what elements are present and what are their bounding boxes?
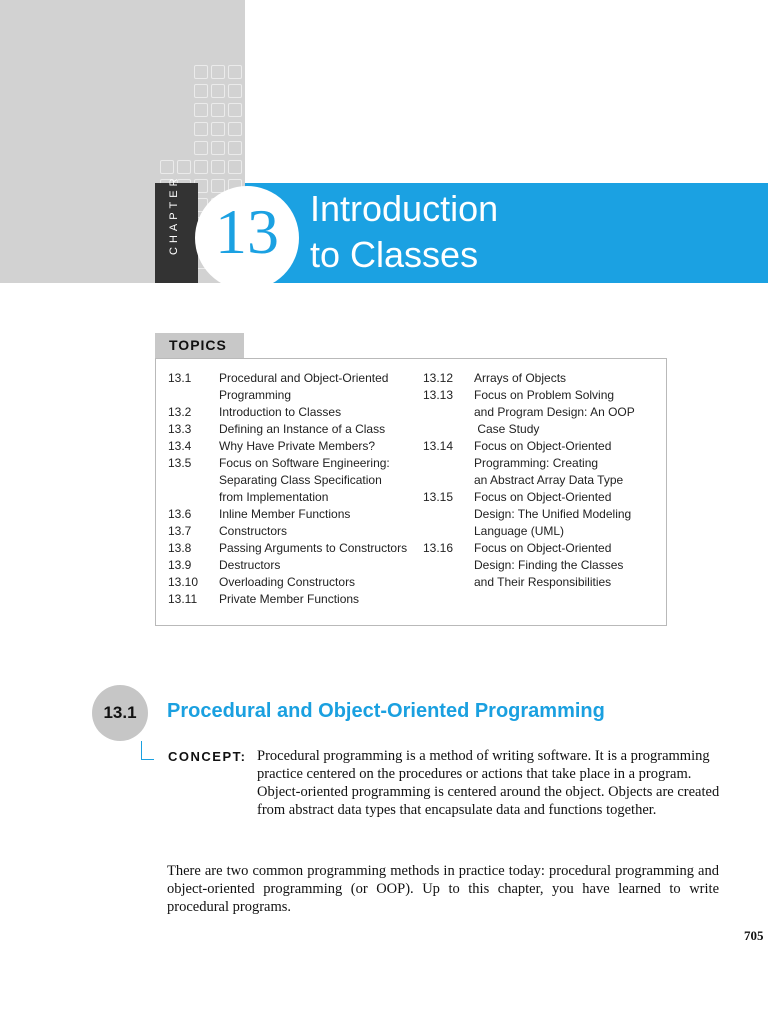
topic-text: Overloading Constructors xyxy=(219,575,356,589)
topic-text: Language (UML) xyxy=(474,524,565,538)
topic-number: 13.6 xyxy=(168,507,192,521)
concept-text: Procedural programming is a method of writing software. It is a programming practice centered on the procedures or actions that take place in a program. Object-oriented programming is centered around the object. Objects are created from abstract data types that encapsulate data and functions together. xyxy=(257,748,720,818)
chapter-number: 13 xyxy=(215,196,279,267)
topic-text: Introduction to Classes xyxy=(219,405,342,419)
chapter-title-line-1: Introduction xyxy=(310,188,499,229)
decorative-square xyxy=(160,160,174,174)
topic-text: Design: The Unified Modeling xyxy=(474,507,632,521)
topic-number: 13.14 xyxy=(423,439,454,453)
decorative-square xyxy=(211,141,225,155)
topic-number: 13.16 xyxy=(423,541,454,555)
topic-text: an Abstract Array Data Type xyxy=(474,473,624,487)
decorative-square xyxy=(194,122,208,136)
topic-number: 13.1 xyxy=(168,371,192,385)
topic-text: and Their Responsibilities xyxy=(474,575,612,589)
chapter-title-line-2: to Classes xyxy=(310,234,479,275)
decorative-square xyxy=(194,103,208,117)
decorative-square xyxy=(177,160,191,174)
topics-box xyxy=(155,358,667,626)
decorative-square xyxy=(211,84,225,98)
topic-text: Programming xyxy=(219,388,292,402)
topics-heading: TOPICS xyxy=(155,333,244,358)
topic-text: and Program Design: An OOP xyxy=(474,405,635,419)
topic-number: 13.11 xyxy=(168,592,198,606)
topic-text: Procedural and Object-Oriented xyxy=(219,371,389,385)
decorative-square xyxy=(228,160,242,174)
decorative-square xyxy=(228,84,242,98)
topic-text: Why Have Private Members? xyxy=(219,439,376,453)
topic-text: Design: Finding the Classes xyxy=(474,558,624,572)
section-title: Procedural and Object-Oriented Programming xyxy=(167,700,605,722)
body-paragraph: There are two common programming methods in practice today: procedural programming and object-oriented programming (or OOP). Up to this chapter, you have learned to write procedural programs. xyxy=(167,863,719,915)
decorative-square xyxy=(211,103,225,117)
decorative-square xyxy=(211,65,225,79)
topic-number: 13.7 xyxy=(168,524,192,538)
topic-text: from Implementation xyxy=(219,490,329,504)
topic-text: Focus on Object-Oriented xyxy=(474,490,612,504)
decorative-square xyxy=(228,65,242,79)
topic-number: 13.10 xyxy=(168,575,199,589)
decorative-square xyxy=(228,103,242,117)
section-number: 13.1 xyxy=(103,703,137,722)
topic-number: 13.13 xyxy=(423,388,454,402)
chapter-title xyxy=(310,186,498,278)
decorative-square xyxy=(228,141,242,155)
decorative-square xyxy=(194,141,208,155)
topic-text: Private Member Functions xyxy=(219,592,360,606)
topic-number: 13.8 xyxy=(168,541,192,555)
chapter-label xyxy=(168,221,180,255)
topic-text: Separating Class Specification xyxy=(219,473,382,487)
topic-number: 13.12 xyxy=(423,371,454,385)
decorative-square xyxy=(194,65,208,79)
topic-number: 13.2 xyxy=(168,405,192,419)
topic-number: 13.4 xyxy=(168,439,192,453)
topic-text: Defining an Instance of a Class xyxy=(219,422,386,436)
concept-label: CONCEPT: xyxy=(168,749,247,764)
topic-text: Inline Member Functions xyxy=(219,507,351,521)
topic-text: Programming: Creating xyxy=(474,456,599,470)
decorative-square xyxy=(211,122,225,136)
topic-text: Focus on Problem Solving xyxy=(474,388,615,402)
topic-text: Focus on Software Engineering: xyxy=(219,456,390,470)
decorative-square xyxy=(211,160,225,174)
topic-text: Constructors xyxy=(219,524,288,538)
decorative-square xyxy=(194,84,208,98)
topic-text: Passing Arguments to Constructors xyxy=(219,541,408,555)
concept-bracket xyxy=(141,741,154,760)
topic-text: Arrays of Objects xyxy=(474,371,567,385)
topic-number: 13.9 xyxy=(168,558,192,572)
topic-text: Destructors xyxy=(219,558,281,572)
page-number: 705 xyxy=(744,928,764,943)
topic-text: Focus on Object-Oriented xyxy=(474,541,612,555)
decorative-square xyxy=(194,160,208,174)
topic-text: Case Study xyxy=(474,422,540,436)
topic-number: 13.15 xyxy=(423,490,454,504)
topic-text: Focus on Object-Oriented xyxy=(474,439,612,453)
topic-number: 13.3 xyxy=(168,422,192,436)
decorative-square xyxy=(228,122,242,136)
topic-number: 13.5 xyxy=(168,456,192,470)
